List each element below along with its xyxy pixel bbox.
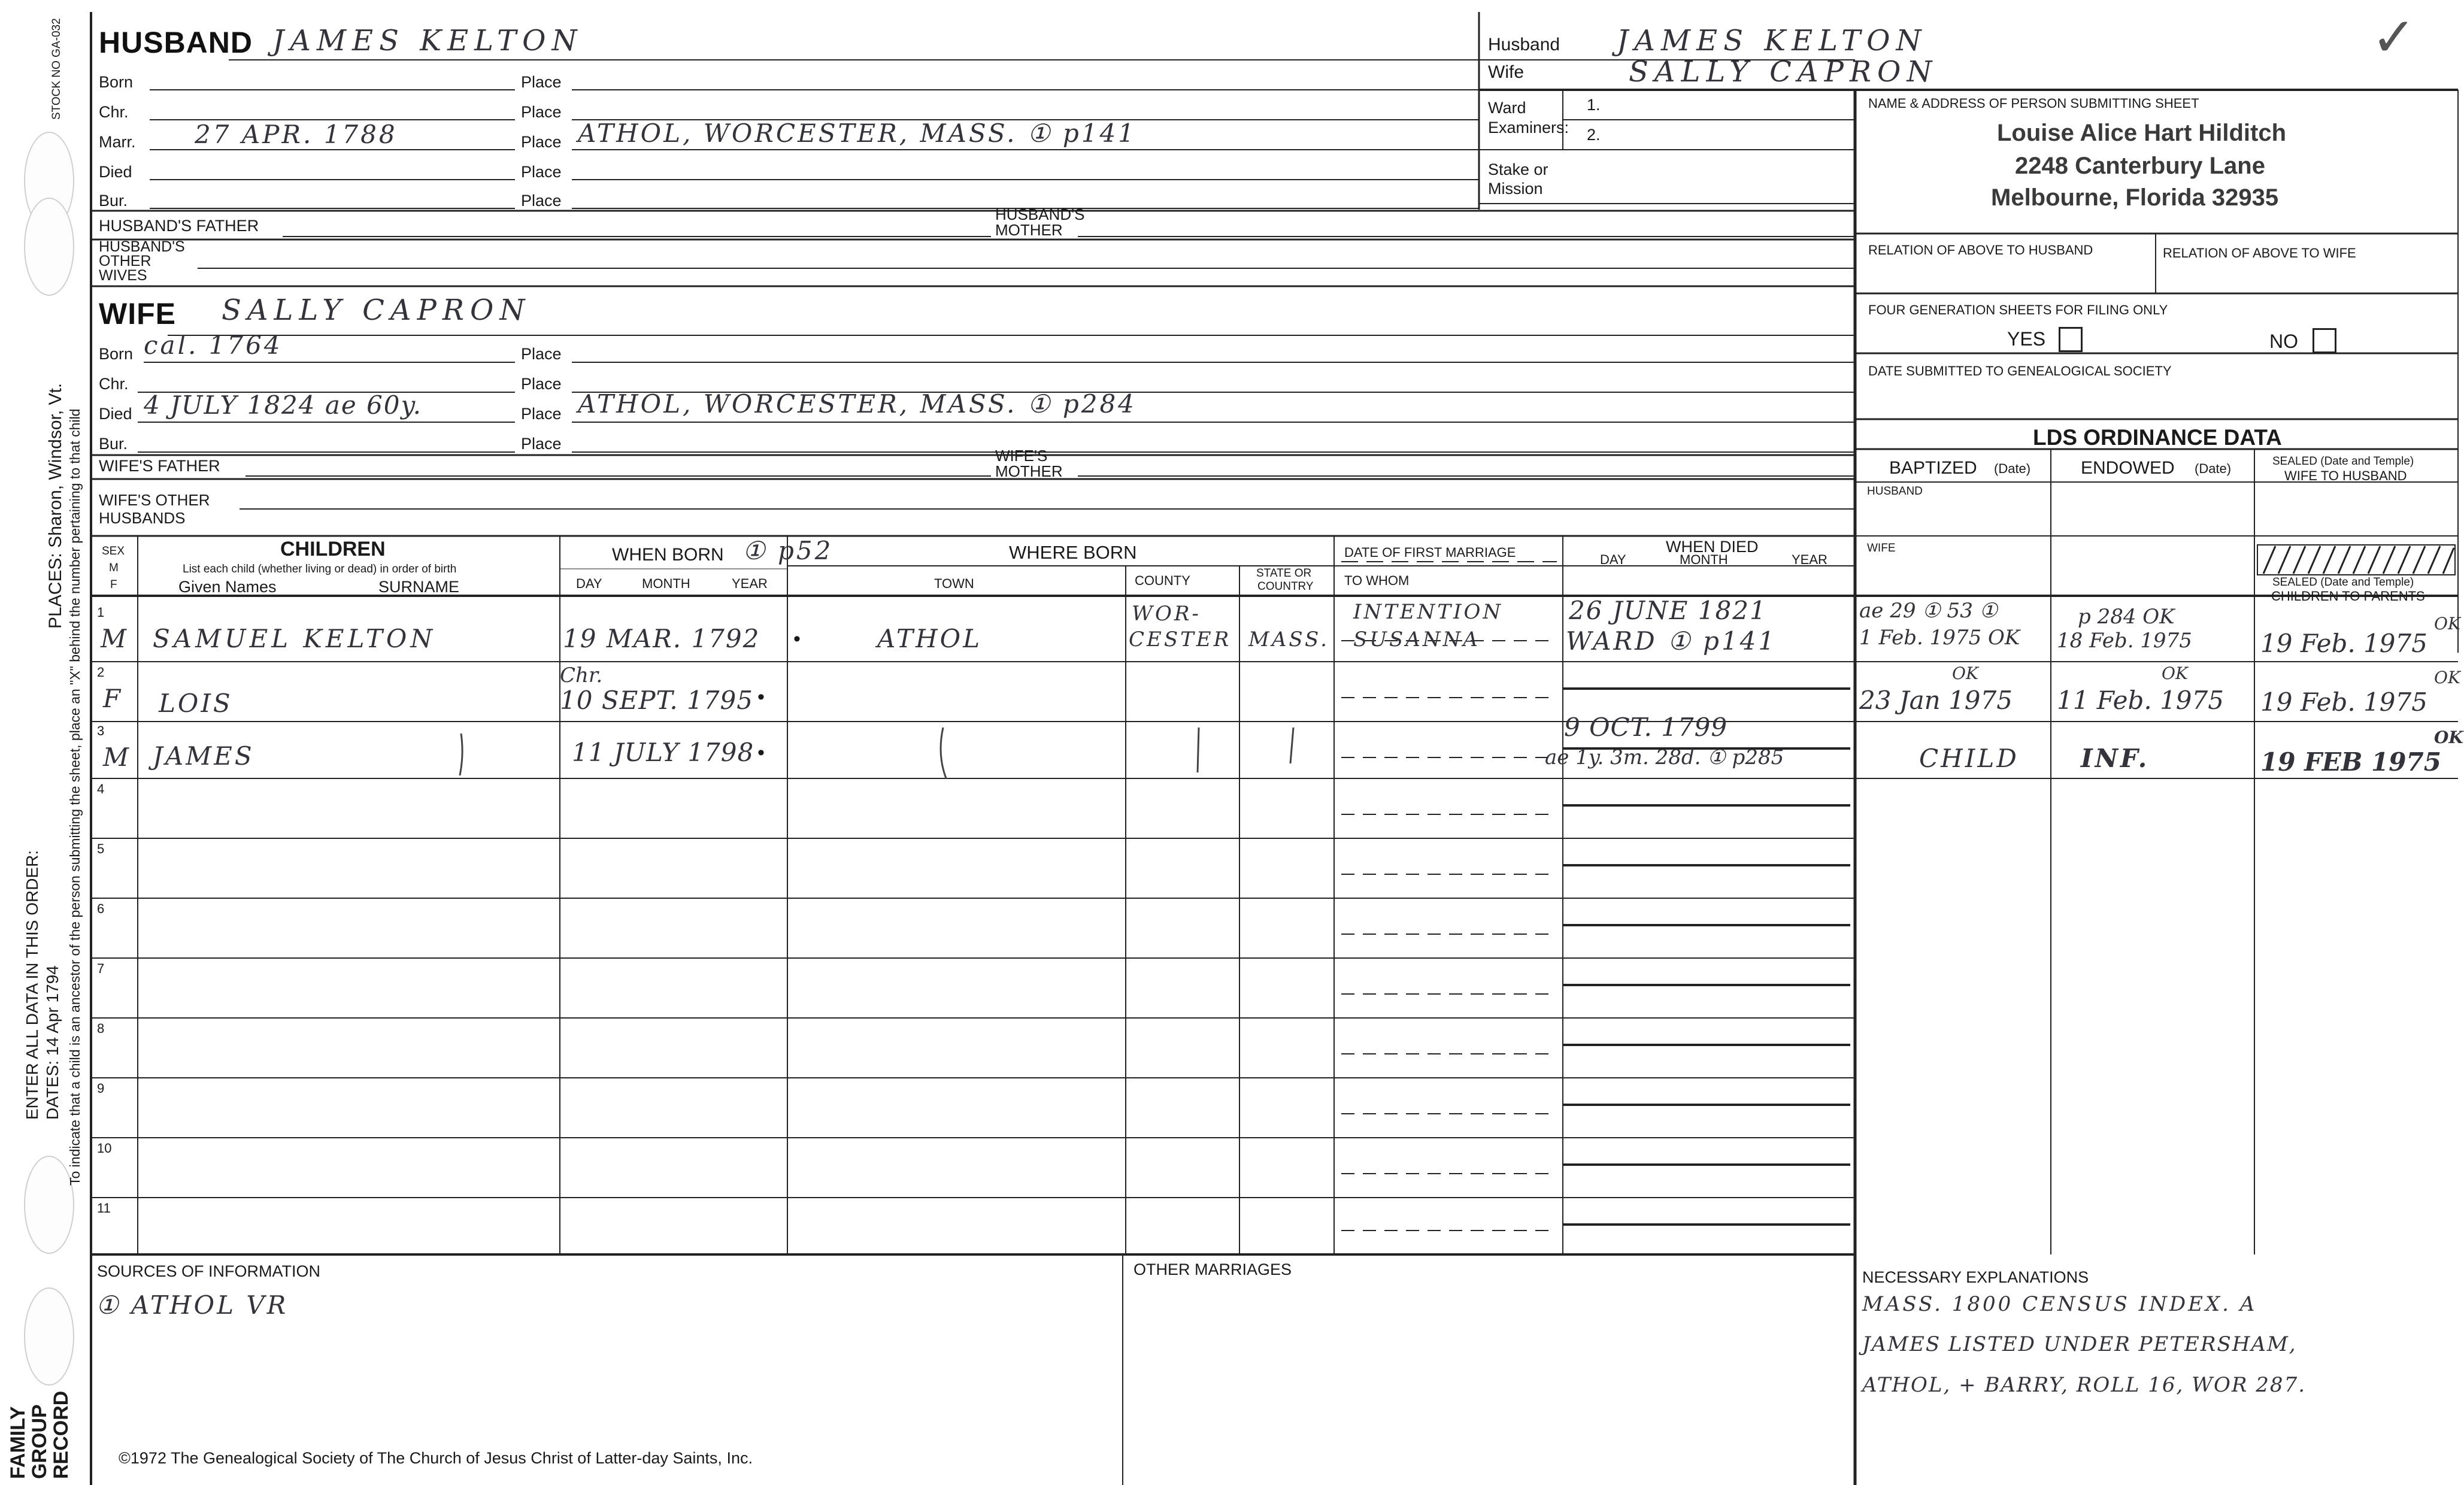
- row-number: 1: [97, 605, 105, 620]
- child-3-endow[interactable]: INF.: [2081, 744, 2150, 773]
- first-marriage-label: DATE OF FIRST MARRIAGE: [1344, 545, 1516, 560]
- child-1-dot: •: [793, 628, 801, 650]
- child-1-endow-bottom[interactable]: 18 Feb. 1975: [2057, 629, 2192, 653]
- husband-bur-label: Bur.: [99, 192, 128, 210]
- child-1-born[interactable]: 19 MAR. 1792: [563, 624, 760, 653]
- punch-hole: [24, 1287, 74, 1386]
- checkmark: ✓: [2371, 6, 2417, 69]
- husband-died-label: Died: [99, 163, 132, 181]
- child-1-town[interactable]: ATHOL: [877, 624, 982, 653]
- born-year-label: YEAR: [732, 576, 768, 591]
- lds-wife-to-husband-label: WIFE TO HUSBAND: [2284, 468, 2407, 483]
- hdr-husband-value[interactable]: JAMES KELTON: [1617, 24, 1927, 57]
- wife-other-husbands-label: WIFE'S OTHER HUSBANDS: [99, 491, 210, 527]
- yes-checkbox[interactable]: [2059, 327, 2083, 352]
- hdr-husband-label: Husband: [1488, 35, 1560, 54]
- lds-husband-label: HUSBAND: [1867, 485, 1923, 498]
- children-heading: CHILDREN: [280, 538, 386, 560]
- died-year-label: YEAR: [1792, 552, 1827, 567]
- child-1-marr-date[interactable]: INTENTION: [1353, 600, 1504, 624]
- child-1-died-top[interactable]: 26 JUNE 1821: [1569, 596, 1767, 625]
- no-label: NO: [2269, 331, 2298, 352]
- lds-title: LDS ORDINANCE DATA: [2033, 425, 2282, 450]
- husband-chr-place-label: Place: [521, 103, 562, 121]
- child-3-born[interactable]: 11 JULY 1798: [572, 738, 754, 767]
- examiners-label: Examiners:: [1488, 119, 1569, 137]
- lds-children-to-parents-label: CHILDREN TO PARENTS: [2271, 589, 2425, 604]
- relation-husband-label: RELATION OF ABOVE TO HUSBAND: [1868, 243, 2093, 257]
- explanations-label: NECESSARY EXPLANATIONS: [1862, 1268, 2089, 1286]
- fgr-line-2: GROUP: [28, 1404, 51, 1479]
- other-marriages-label: OTHER MARRIAGES: [1133, 1260, 1292, 1278]
- born-month-label: MONTH: [642, 576, 690, 591]
- where-born-label: WHERE BORN: [1009, 542, 1137, 563]
- wife-died-place-label: Place: [521, 405, 562, 423]
- wife-heading: WIFE: [99, 297, 176, 331]
- child-1-county-2[interactable]: CESTER: [1129, 628, 1232, 651]
- lds-baptized-label: BAPTIZED: [1889, 458, 1977, 478]
- husband-father-label: HUSBAND'S FATHER: [99, 217, 259, 235]
- row-number: 8: [97, 1021, 105, 1036]
- child-1-bapt-bottom[interactable]: 1 Feb. 1975 OK: [1859, 626, 2020, 650]
- child-1-died-bottom[interactable]: WARD ① p141: [1566, 626, 1777, 656]
- child-1-name[interactable]: SAMUEL KELTON: [153, 624, 437, 653]
- child-2-sex[interactable]: F: [103, 684, 123, 713]
- hdr-wife-label: Wife: [1488, 62, 1524, 82]
- row-number: 2: [97, 665, 105, 680]
- child-3-died-top[interactable]: 9 OCT. 1799: [1564, 713, 1728, 742]
- row-number: 3: [97, 723, 105, 738]
- yes-label: YES: [2007, 328, 2046, 350]
- row-number: 4: [97, 781, 105, 796]
- submitter-label: NAME & ADDRESS OF PERSON SUBMITTING SHEET: [1868, 96, 2199, 111]
- wife-born-place-label: Place: [521, 345, 562, 363]
- child-2-endow-ok[interactable]: OK: [2162, 663, 2188, 683]
- husband-died-place-label: Place: [521, 163, 562, 181]
- four-gen-label: FOUR GENERATION SHEETS FOR FILING ONLY: [1868, 302, 2168, 317]
- places-note: PLACES: Sharon, Windsor, Vt.: [46, 383, 65, 629]
- submitter-line-1: Louise Alice Hart Hilditch: [1997, 120, 2287, 146]
- mission-label: Mission: [1488, 180, 1543, 198]
- stake-label: Stake or: [1488, 160, 1548, 178]
- fgr-line-1: FAMILY: [7, 1406, 29, 1479]
- lds-baptized-date-label: (Date): [1994, 461, 2031, 476]
- lds-endowed-label: ENDOWED: [2081, 458, 2175, 478]
- child-1-spouse[interactable]: SUSANNA: [1353, 628, 1480, 651]
- row-number: 9: [97, 1081, 105, 1096]
- child-2-bapt-ok[interactable]: OK: [1952, 663, 1978, 683]
- lds-sealed-wife-label: SEALED (Date and Temple): [2272, 455, 2414, 468]
- lds-sealed-children-label: SEALED (Date and Temple): [2272, 576, 2414, 589]
- surname-label: SURNAME: [378, 578, 460, 596]
- when-born-note: ① p52: [742, 536, 834, 565]
- husband-heading: HUSBAND: [99, 26, 253, 59]
- sources-value[interactable]: ① ATHOL VR: [96, 1290, 289, 1320]
- row-number: 10: [97, 1141, 112, 1156]
- child-2-endow[interactable]: 11 Feb. 1975: [2057, 686, 2224, 715]
- husband-marr-place[interactable]: ATHOL, WORCESTER, MASS. ① p141: [578, 119, 1136, 148]
- row-number: 7: [97, 961, 105, 976]
- lds-wife-label: WIFE: [1867, 542, 1896, 554]
- husband-bur-place-label: Place: [521, 192, 562, 210]
- punch-hole: [24, 198, 74, 296]
- submitter-line-2: 2248 Canterbury Lane: [2015, 153, 2265, 179]
- sex-m-label: M: [109, 562, 119, 574]
- wife-chr-place-label: Place: [521, 375, 562, 393]
- wife-bur-place-label: Place: [521, 435, 562, 453]
- husband-born-place-label: Place: [521, 73, 562, 91]
- explanations-line-2[interactable]: JAMES LISTED UNDER PETERSHAM,: [1862, 1332, 2297, 1356]
- child-1-sex[interactable]: M: [101, 624, 129, 653]
- date-submitted-label: DATE SUBMITTED TO GENEALOGICAL SOCIETY: [1868, 363, 2172, 378]
- wife-bur-label: Bur.: [99, 435, 128, 453]
- born-day-label: DAY: [576, 576, 602, 591]
- lds-endowed-date-label: (Date): [2195, 461, 2232, 476]
- relation-wife-label: RELATION OF ABOVE TO WIFE: [2163, 246, 2356, 260]
- died-month-label: MONTH: [1680, 552, 1728, 567]
- copyright: ©1972 The Genealogical Society of The Church of Jesus Christ of Latter-day Saints, Inc.: [119, 1449, 753, 1467]
- child-1-county-1[interactable]: WOR-: [1132, 602, 1201, 626]
- child-1-bapt-top[interactable]: ae 29 ① 53 ①: [1859, 599, 1998, 623]
- husband-name[interactable]: JAMES KELTON: [272, 24, 583, 57]
- wife-died-place[interactable]: ATHOL, WORCESTER, MASS. ① p284: [578, 389, 1136, 419]
- child-1-state[interactable]: MASS.: [1248, 628, 1329, 651]
- stock-number: STOCK NO GA-032: [50, 18, 63, 120]
- to-whom-label: TO WHOM: [1344, 573, 1410, 588]
- examiner-2: 2.: [1587, 126, 1601, 144]
- children-list-note: List each child (whether living or dead) in order of birth: [183, 563, 457, 575]
- dates-note: DATES: 14 Apr 1794: [43, 965, 62, 1120]
- wife-died-label: Died: [99, 405, 132, 423]
- indicate-note: To indicate that a child is an ancestor of the person submitting the sheet, place an "X" behind the number pertaining to that child: [67, 408, 83, 1186]
- child-1-sealed-ok[interactable]: OK: [2434, 614, 2460, 634]
- wife-born-label: Born: [99, 345, 134, 363]
- row-number: 6: [97, 901, 105, 916]
- child-3-name[interactable]: JAMES: [153, 741, 254, 771]
- enter-all-data: ENTER ALL DATA IN THIS ORDER:: [23, 850, 41, 1120]
- wife-mother-label: WIFE'S MOTHER: [995, 447, 1063, 480]
- hdr-wife-value[interactable]: SALLY CAPRON: [1629, 55, 1938, 89]
- child-3-sex[interactable]: M: [103, 742, 132, 772]
- husband-mother-label: HUSBAND'S MOTHER: [995, 205, 1085, 239]
- submitter-line-3: Melbourne, Florida 32935: [1991, 184, 2279, 211]
- country-label: COUNTRY: [1257, 580, 1314, 593]
- child-3-bapt[interactable]: CHILD: [1919, 744, 2019, 773]
- no-checkbox[interactable]: [2313, 328, 2336, 353]
- child-2-bapt[interactable]: 23 Jan 1975: [1859, 686, 2013, 715]
- explanations-line-3[interactable]: ATHOL, + BARRY, ROLL 16, WOR 287.: [1862, 1373, 2307, 1397]
- given-names-label: Given Names: [178, 578, 277, 596]
- husband-marr-date[interactable]: 27 APR. 1788: [195, 120, 398, 149]
- husband-marr-label: Marr.: [99, 133, 136, 151]
- sources-label: SOURCES OF INFORMATION: [97, 1262, 321, 1280]
- ward-label: Ward: [1488, 99, 1526, 117]
- child-3-dot: •: [757, 741, 765, 764]
- husband-marr-place-label: Place: [521, 133, 562, 151]
- family-group-record: [7, 1391, 72, 1479]
- child-3-died-bottom[interactable]: ae 1y. 3m. 28d. ① p285: [1545, 745, 1784, 769]
- husband-other-wives-label: HUSBAND'S OTHER WIVES: [99, 238, 185, 284]
- child-2-sealed[interactable]: 19 Feb. 1975: [2260, 687, 2427, 717]
- child-1-sealed[interactable]: 19 Feb. 1975: [2260, 629, 2427, 658]
- sex-f-label: F: [110, 578, 117, 591]
- row-number: 5: [97, 841, 105, 856]
- town-label: TOWN: [934, 576, 974, 591]
- child-2-born-top[interactable]: Chr.: [560, 663, 603, 687]
- child-3-sealed-ok[interactable]: OK: [2434, 728, 2463, 747]
- child-2-sealed-ok[interactable]: OK: [2434, 668, 2460, 687]
- child-2-born[interactable]: 10 SEPT. 1795: [560, 686, 753, 715]
- when-died-label: WHEN DIED: [1666, 538, 1759, 556]
- wife-chr-label: Chr.: [99, 375, 129, 393]
- child-2-name[interactable]: LOIS: [159, 689, 233, 718]
- child-1-endow-top[interactable]: p 284 OK: [2078, 605, 2175, 629]
- wife-name[interactable]: SALLY CAPRON: [222, 293, 531, 327]
- county-label: COUNTY: [1135, 573, 1190, 588]
- child-3-sealed[interactable]: 19 FEB 1975: [2260, 747, 2441, 777]
- wife-father-label: WIFE'S FATHER: [99, 457, 220, 475]
- sex-label: SEX: [102, 545, 125, 557]
- examiner-1: 1.: [1587, 96, 1601, 114]
- husband-born-label: Born: [99, 73, 134, 91]
- when-born-label: WHEN BORN: [612, 545, 724, 565]
- wife-died-date[interactable]: 4 JULY 1824 ae 60y.: [144, 390, 423, 420]
- wife-born-date[interactable]: cal. 1764: [144, 331, 283, 360]
- husband-chr-label: Chr.: [99, 103, 129, 121]
- row-number: 11: [97, 1201, 111, 1216]
- fgr-line-3: RECORD: [50, 1390, 72, 1479]
- died-day-label: DAY: [1600, 552, 1626, 567]
- state-label: STATE OR: [1256, 567, 1312, 580]
- child-2-dot: •: [757, 686, 765, 708]
- explanations-line-1[interactable]: MASS. 1800 CENSUS INDEX. A: [1862, 1292, 2257, 1316]
